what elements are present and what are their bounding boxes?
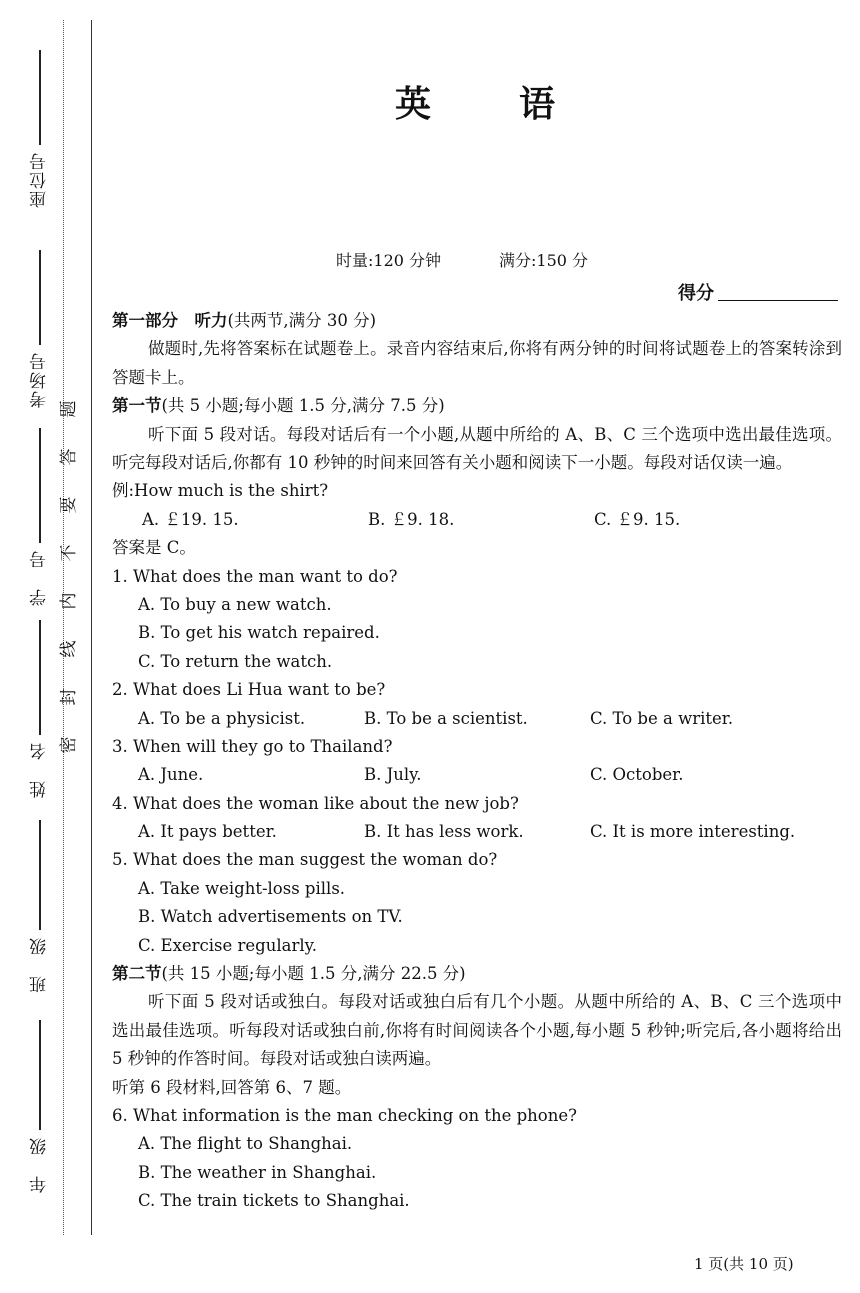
option-row [112,818,842,846]
part1-instruction: 做题时,先将答案标在试题卷上。录音内容结束后,你将有两分钟的时间将试题卷上的答案转涂到答题卡上。 [112,339,842,387]
title-char: 语 [519,84,556,125]
option: C. It is more interesting. [590,822,796,842]
section1-heading [112,392,842,420]
option: A. To be a physicist. [138,708,306,728]
option: A. It pays better. [138,822,277,842]
seat-number-field[interactable] [20,50,60,208]
section1-instruction: 听下面 5 段对话。每段对话后有一个小题,从题中所给的 A、B、C 三个选项中选出最佳选项。听完每段对话后,你都有 10 秒钟的时间来回答有关小题和阅读下一小题。每段对话仅读一遍。 [112,424,842,472]
option-row [112,761,842,789]
seal-char: 线 [59,640,79,658]
option: A. Take weight-loss pills. [138,878,346,898]
question: 2. What does Li Hua want to be? [112,680,386,700]
exam-content [112,307,842,1216]
exam-meta [336,248,588,271]
class-field[interactable] [20,820,60,993]
score-label: 得分 [678,283,714,304]
score-box[interactable] [678,279,838,305]
binding-border-line [91,20,92,1235]
example-options [112,506,842,534]
seal-char: 题 [59,400,79,418]
option: A. The flight to Shanghai. [138,1134,353,1154]
name-label: 姓 名 [29,741,50,798]
seal-char: 内 [59,592,79,610]
example-question: 例:How much is the shirt? [112,481,329,501]
exam-room-line [39,250,40,345]
exam-room-label: 考场号 [29,351,50,408]
seal-char: 要 [59,496,79,514]
option: B. To get his watch repaired. [138,623,380,643]
class-line [39,820,40,930]
dotted-cut-line [63,20,64,1235]
option: C. Exercise regularly. [138,935,318,955]
part1-heading [112,307,842,335]
option: A. June. [138,765,204,785]
grade-label: 年 级 [29,1136,50,1193]
option-row [112,705,842,733]
question: 6. What information is the man checking on the phone? [112,1106,577,1126]
class-label: 班 级 [29,936,50,993]
title-char: 英 [395,84,432,125]
question: 5. What does the man suggest the woman do? [112,850,498,870]
option: B. ￡9. 18. [368,509,455,529]
option: B. The weather in Shanghai. [138,1162,377,1182]
question: 3. When will they go to Thailand? [112,736,393,756]
section-title: 第二节 [112,964,162,984]
option: C. The train tickets to Shanghai. [138,1191,410,1211]
name-line [39,620,40,735]
page-number: 1 页(共 10 页) [694,1255,794,1273]
material-note: 听第 6 段材料,回答第 6、7 题。 [112,1077,352,1097]
score-blank[interactable] [718,300,838,301]
student-id-label: 学 号 [29,549,50,606]
option: C. October. [590,765,684,785]
option: C. To return the watch. [138,651,333,671]
seal-char: 封 [59,688,79,706]
time-limit: 时量:120 分钟 [336,251,442,270]
student-id-line [39,428,40,543]
seat-number-label: 座位号 [29,151,50,208]
part-note: (共两节,满分 30 分) [227,311,377,330]
grade-field[interactable] [20,1020,60,1193]
grade-line [39,1020,40,1130]
seat-number-line [39,50,40,145]
option: C. ￡9. 15. [594,509,681,529]
binding-strip [0,0,100,1293]
option: A. To buy a new watch. [138,594,332,614]
seal-char: 答 [59,448,79,466]
option: B. Watch advertisements on TV. [138,907,403,927]
section-title: 第一节 [112,396,162,416]
full-score: 满分:150 分 [499,251,589,270]
exam-room-field[interactable] [20,250,60,408]
example-answer: 答案是 C。 [112,538,196,558]
section-note: (共 15 小题;每小题 1.5 分,满分 22.5 分) [161,964,466,984]
option: B. It has less work. [364,822,524,842]
seal-char: 不 [59,544,79,562]
section2-heading [112,960,842,988]
question: 4. What does the woman like about the new job? [112,793,519,813]
page-title [395,76,555,127]
section2-instruction: 听下面 5 段对话或独白。每段对话或独白后有几个小题。从题中所给的 A、B、C 三个选项中选出最佳选项。听每段对话或独白前,你将有时间阅读各个小题,每小题 5 秒钟;听完后,各小题将给出 5 秒钟的作答时间。每段对话或独白读两遍。 [112,992,843,1069]
option: C. To be a writer. [590,708,734,728]
option: B. July. [364,765,422,785]
seal-char: 密 [59,736,79,754]
question: 1. What does the man want to do? [112,566,398,586]
option: B. To be a scientist. [364,708,528,728]
option: A. ￡19. 15. [142,509,239,529]
part-title: 第一部分 听力 [112,311,228,330]
seal-notice [59,385,90,769]
section-note: (共 5 小题;每小题 1.5 分,满分 7.5 分) [161,396,445,416]
